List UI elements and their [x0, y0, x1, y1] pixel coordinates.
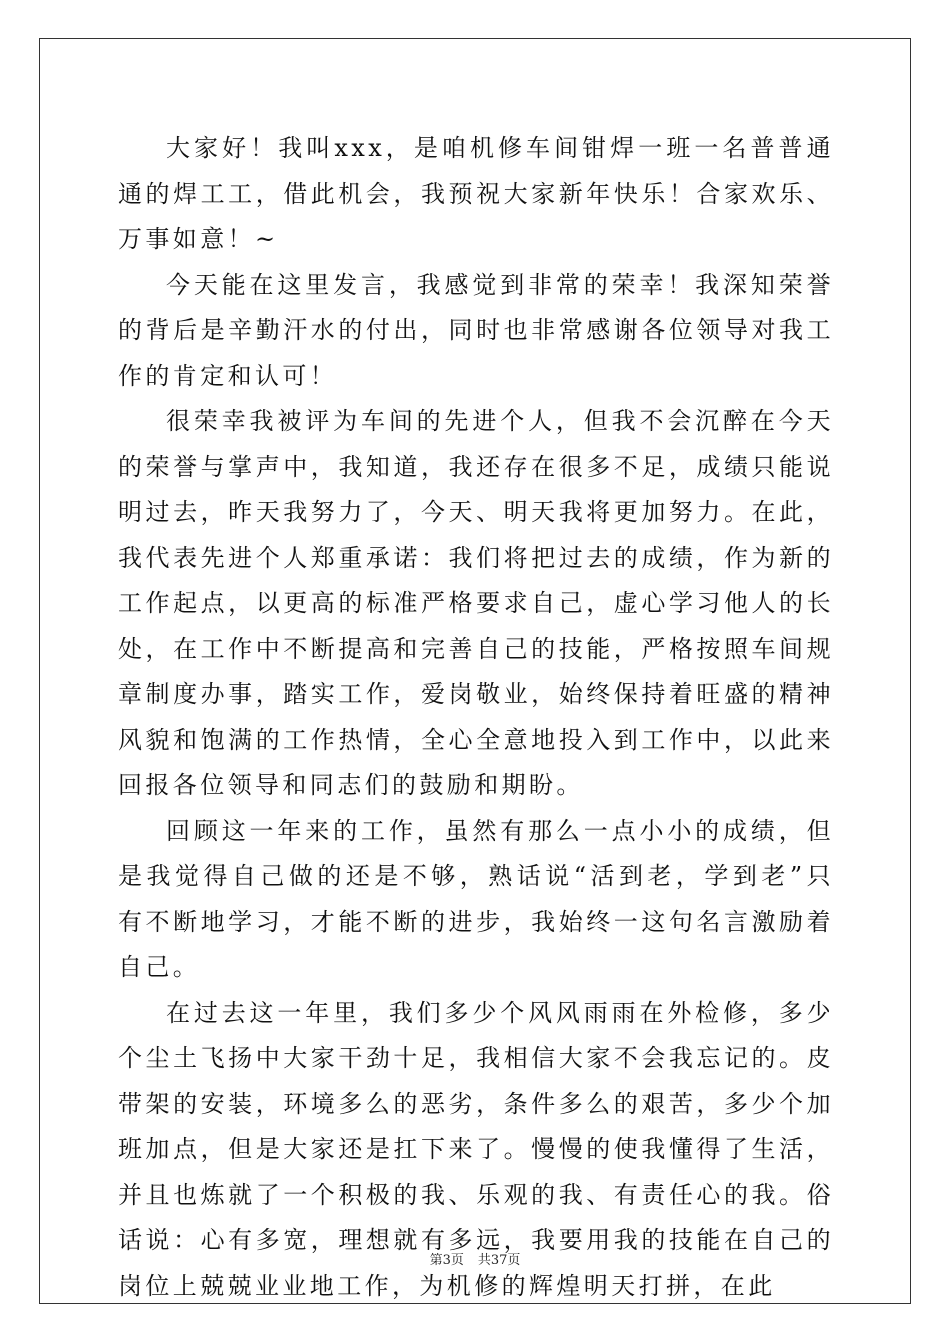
paragraph: 今天能在这里发言，我感觉到非常的荣幸！我深知荣誉的背后是辛勤汗水的付出，同时也非常感谢各位领导对我工作的肯定和认可！ [118, 270, 834, 390]
paragraph: 在过去这一年里，我们多少个风风雨雨在外检修，多少个尘土飞扬中大家干劲十足，我相信大家不会我忘记的。皮带架的安装，环境多么的恶劣，条件多么的艰苦，多少个加班加点，但是大家还是扛下来了。慢慢的使我懂得了生活，并且也炼就了一个积极的我、乐观的我、有责任心的我。俗话说：心有多宽，理想就有多远，我要用我的技能在自己的岗位上兢兢业业地工作，为机修的辉煌明天打拼，在此 [118, 998, 834, 1300]
document-body [118, 126, 834, 1309]
page-number: 第3页 [429, 1253, 464, 1268]
paragraph: 大家好！我叫xxx，是咱机修车间钳焊一班一名普普通通的焊工工，借此机会，我预祝大家新年快乐！合家欢乐、万事如意！~ [118, 134, 834, 253]
paragraph: 很荣幸我被评为车间的先进个人，但我不会沉醉在今天的荣誉与掌声中，我知道，我还存在很多不足，成绩只能说明过去，昨天我努力了，今天、明天我将更加努力。在此，我代表先进个人郑重承诺：我们将把过去的成绩，作为新的工作起点，以更高的标准严格要求自己，虚心学习他人的长处，在工作中不断提高和完善自己的技能，严格按照车间规章制度办事，踏实工作，爱岗敬业，始终保持着旺盛的精神风貌和饱满的工作热情，全心全意地投入到工作中，以此来回报各位领导和同志们的鼓励和期盼。 [118, 407, 834, 799]
page-total: 共37页 [477, 1253, 521, 1268]
page-footer [0, 1249, 950, 1268]
paragraph: 回顾这一年来的工作，虽然有那么一点小小的成绩，但是我觉得自己做的还是不够，熟话说“活到老，学到老”只有不断地学习，才能不断的进步，我始终一这句名言激励着自己。 [118, 816, 834, 981]
